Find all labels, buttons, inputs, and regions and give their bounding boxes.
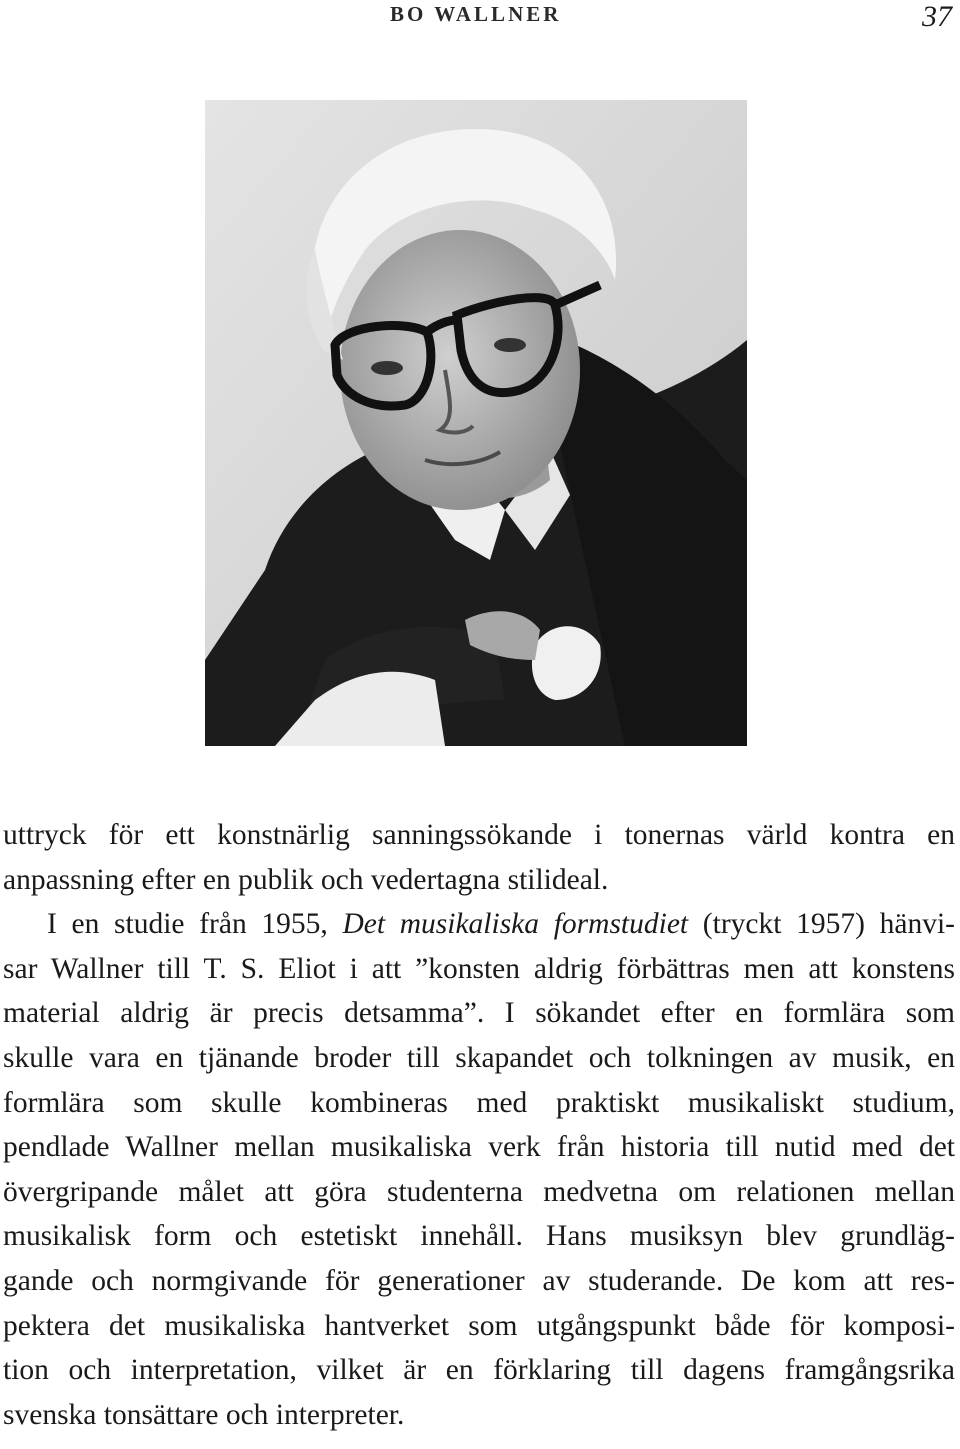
text-line: pendlade Wallner mellan musikaliska verk från historia till nutid med det [3,1131,955,1164]
text-line: tion och interpretation, vilket är en förklaring till dagens framgångsrika [3,1354,955,1387]
text-line: pektera det musikaliska hantverket som utgångspunkt både för komposi- [3,1309,955,1342]
text-line [3,902,955,947]
text-line: svenska tonsättare och interpreter. [3,1398,405,1431]
text-line: uttryck för ett konstnärlig sanningssökande i tonernas värld kontra en [3,819,955,851]
book-title: Det musikaliska formstudiet [342,908,689,941]
text-run: (tryckt 1957) hänvi- [688,908,955,941]
text-line: gande och normgivande för generationer av studerande. De kom att res- [3,1264,955,1297]
text-line: sar Wallner till T. S. Eliot i att ”konsten aldrig förbättras men att konstens [3,952,955,985]
text-line: skulle vara en tjänande broder till skapandet och tolkningen av musik, en [3,1041,955,1074]
text-line: musikalisk form och estetiskt innehåll. Hans musiksyn blev grundläg- [3,1220,955,1253]
text-line: övergripande målet att göra studenterna medvetna om relationen mellan [3,1175,955,1208]
text-run: I en studie från 1955, [47,908,343,941]
page-number: 37 [922,0,952,33]
portrait-photo [205,100,747,746]
body-text [3,813,955,1437]
text-line: anpassning efter en publik och vedertagna stilideal. [3,863,609,896]
text-line: material aldrig är precis detsamma”. I sökandet efter en formlära som [3,997,955,1030]
portrait-illustration [205,100,747,746]
text-line: formlära som skulle kombineras med praktiskt musikaliskt studium, [3,1086,955,1119]
running-head: BO WALLNER [390,2,562,26]
